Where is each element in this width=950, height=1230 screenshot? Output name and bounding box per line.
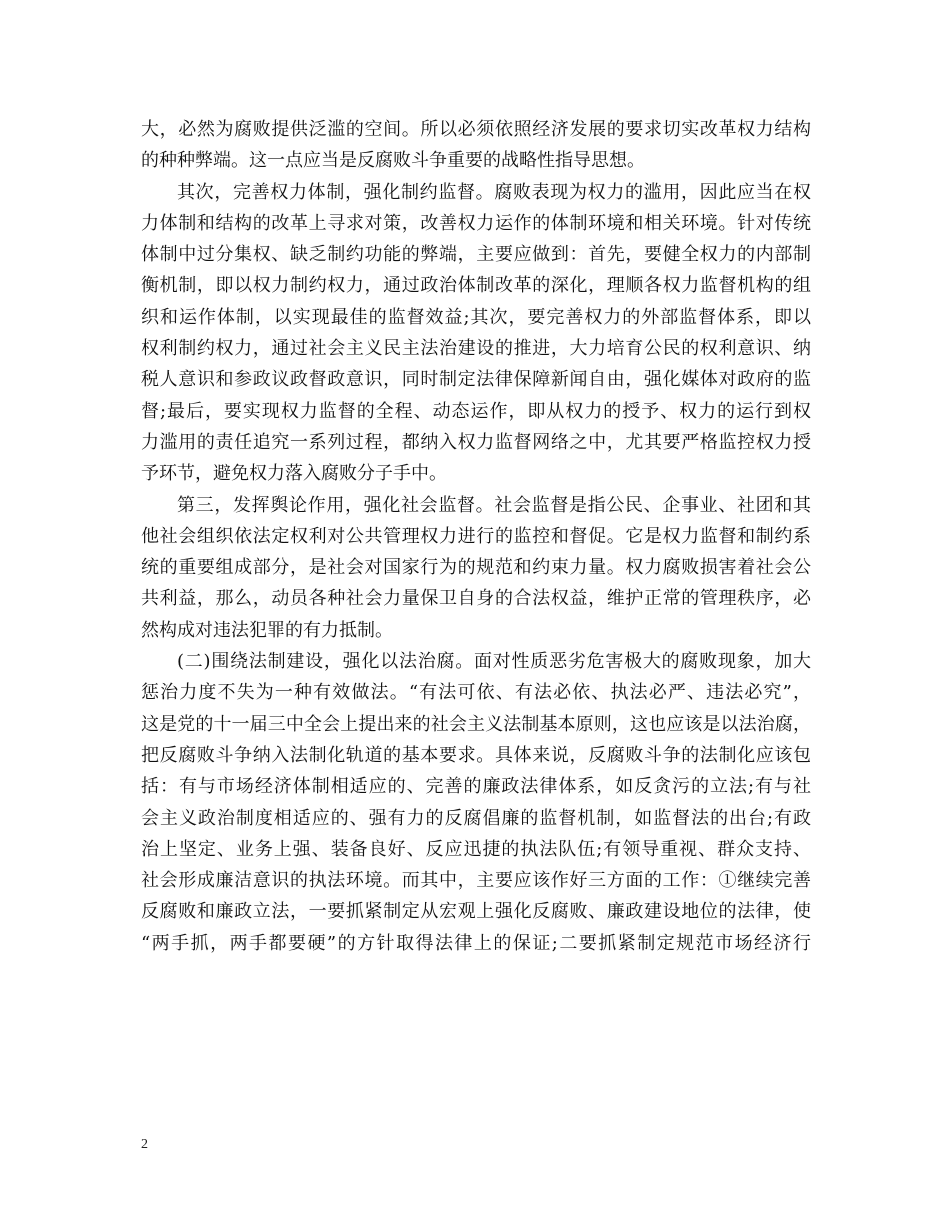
text-line: 这是党的十一届三中全会上提出来的社会主义法制基本原则，这也应该是以法治腐， xyxy=(141,713,811,735)
text-line: 他社会组织依法定权利对公共管理权力进行的监控和督促。它是权力监督和制约系 xyxy=(141,525,811,547)
text-line: 衡机制，即以权力制约权力，通过政治体制改革的深化，理顺各权力监督机构的组 xyxy=(141,275,811,297)
text-line: “两手抓，两手都要硬”的方针取得法律上的保证;二要抓紧制定规范市场经济行 xyxy=(141,932,811,954)
text-line: 社会形成廉洁意识的执法环境。而其中，主要应该作好三方面的工作：①继续完善 xyxy=(141,870,811,892)
text-line: 统的重要组成部分，是社会对国家行为的规范和约束力量。权力腐败损害着社会公 xyxy=(141,557,811,579)
text-line: 大，必然为腐败提供泛滥的空间。所以必须依照经济发展的要求切实改革权力结构 xyxy=(141,119,811,140)
text-line: 税人意识和参政议政督政意识，同时制定法律保障新闻自由，强化媒体对政府的监 xyxy=(141,369,811,391)
text-line: 力体制和结构的改革上寻求对策，改善权力运作的体制环境和相关环境。针对传统 xyxy=(141,212,811,234)
text-line: 织和运作体制，以实现最佳的监督效益;其次，要完善权力的外部监督体系，即以 xyxy=(141,306,811,328)
text-line: 予环节，避免权力落入腐败分子手中。 xyxy=(141,463,447,485)
text-line: (二)围绕法制建设，强化以法治腐。面对性质恶劣危害极大的腐败现象，加大 xyxy=(177,651,811,673)
text-line: 治上坚定、业务上强、装备良好、反应迅捷的执法队伍;有领导重视、群众支持、 xyxy=(141,838,811,860)
text-line: 权利制约权力，通过社会主义民主法治建设的推进，大力培育公民的权利意识、纳 xyxy=(141,338,811,360)
text-line: 惩治力度不失为一种有效做法。“有法可依、有法必依、执法必严、违法必究”， xyxy=(141,682,811,704)
text-line: 其次，完善权力体制，强化制约监督。腐败表现为权力的滥用，因此应当在权 xyxy=(177,181,811,203)
text-line: 反腐败和廉政立法，一要抓紧制定从宏观上强化反腐败、廉政建设地位的法律，使 xyxy=(141,901,811,923)
text-line: 把反腐败斗争纳入法制化轨道的基本要求。具体来说，反腐败斗争的法制化应该包 xyxy=(141,744,811,766)
text-line: 然构成对违法犯罪的有力抵制。 xyxy=(141,619,393,641)
page-number: 2 xyxy=(141,1137,148,1152)
text-line: 括：有与市场经济体制相适应的、完善的廉政法律体系，如反贪污的立法;有与社 xyxy=(141,776,811,798)
text-line: 共利益，那么，动员各种社会力量保卫自身的合法权益，维护正常的管理秩序，必 xyxy=(141,588,811,610)
text-line: 力滥用的责任追究一系列过程，都纳入权力监督网络之中，尤其要严格监控权力授 xyxy=(141,431,811,453)
document-body xyxy=(141,114,811,959)
text-line: 第三，发挥舆论作用，强化社会监督。社会监督是指公民、企事业、社团和其 xyxy=(177,494,811,516)
text-line: 体制中过分集权、缺乏制约功能的弊端，主要应做到：首先，要健全权力的内部制 xyxy=(141,244,811,266)
text-line: 督;最后，要实现权力监督的全程、动态运作，即从权力的授予、权力的运行到权 xyxy=(141,400,811,422)
text-line: 的种种弊端。这一点应当是反腐败斗争重要的战略性指导思想。 xyxy=(141,150,645,172)
text-line: 会主义政治制度相适应的、强有力的反腐倡廉的监督机制，如监督法的出台;有政 xyxy=(141,807,811,829)
